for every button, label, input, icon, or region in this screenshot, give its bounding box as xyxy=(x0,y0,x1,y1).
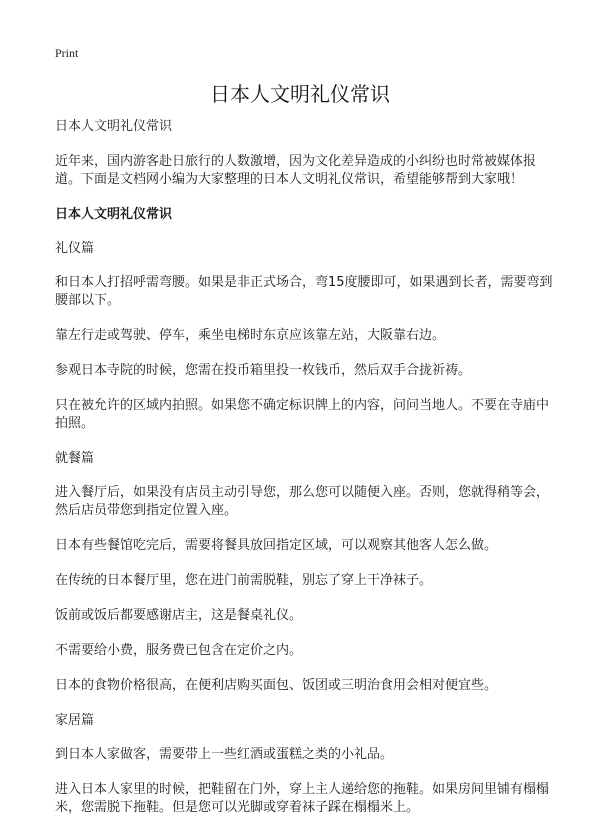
paragraph: 只在被允许的区域内拍照。如果您不确定标识牌上的内容，问问当地人。不要在寺庙中拍照。 xyxy=(55,398,550,431)
paragraph: 饭前或饭后都要感谢店主，这是餐桌礼仪。 xyxy=(55,608,303,623)
intro-paragraph: 近年来，国内游客赴日旅行的人数激增，因为文化差异造成的小纠纷也时常被媒体报道。下面是文档网小编为大家整理的日本人文明礼仪常识，希望能够帮到大家哦！ xyxy=(55,154,537,187)
document-body xyxy=(55,118,555,834)
paragraph: 和日本人打招呼需弯腰。如果是非正式场合，弯15度腰即可，如果遇到长者，需要弯到腰部以下。 xyxy=(55,275,553,308)
paragraph: 在传统的日本餐厅里，您在进门前需脱鞋，别忘了穿上干净袜子。 xyxy=(55,573,433,588)
main-heading: 日本人文明礼仪常识 xyxy=(55,207,173,222)
paragraph: 参观日本寺院的时候，您需在投币箱里投一枚钱币，然后双手合拢祈祷。 xyxy=(55,363,472,378)
paragraph: 进入餐厅后，如果没有店员主动引导您，那么您可以随便入座。否则，您就得稍等会，然后店员带您到指定位置入座。 xyxy=(55,485,550,518)
paragraph: 日本有些餐馆吃完后，需要将餐具放回指定区域，可以观察其他客人怎么做。 xyxy=(55,538,498,553)
document-title: 日本人文明礼仪常识 xyxy=(210,82,390,106)
section-heading-dining: 就餐篇 xyxy=(55,451,95,466)
section-heading-home: 家居篇 xyxy=(55,713,95,728)
section-heading-etiquette: 礼仪篇 xyxy=(55,241,95,256)
paragraph: 进入日本人家里的时候，把鞋留在门外，穿上主人递给您的拖鞋。如果房间里铺有榻榻米，您需脱下拖鞋。但是您可以光脚或穿着袜子踩在榻榻米上。 xyxy=(55,782,550,815)
paragraph: 靠左行走或驾驶、停车，乘坐电梯时东京应该靠左站，大阪靠右边。 xyxy=(55,328,446,343)
document-subtitle: 日本人文明礼仪常识 xyxy=(55,119,173,134)
paragraph: 不需要给小费，服务费已包含在定价之内。 xyxy=(55,643,303,658)
paragraph: 日本的食物价格很高，在便利店购买面包、饭团或三明治食用会相对便宜些。 xyxy=(55,678,498,693)
paragraph: 到日本人家做客，需要带上一些红酒或蛋糕之类的小礼品。 xyxy=(55,747,394,762)
print-link[interactable]: Print xyxy=(55,46,79,60)
